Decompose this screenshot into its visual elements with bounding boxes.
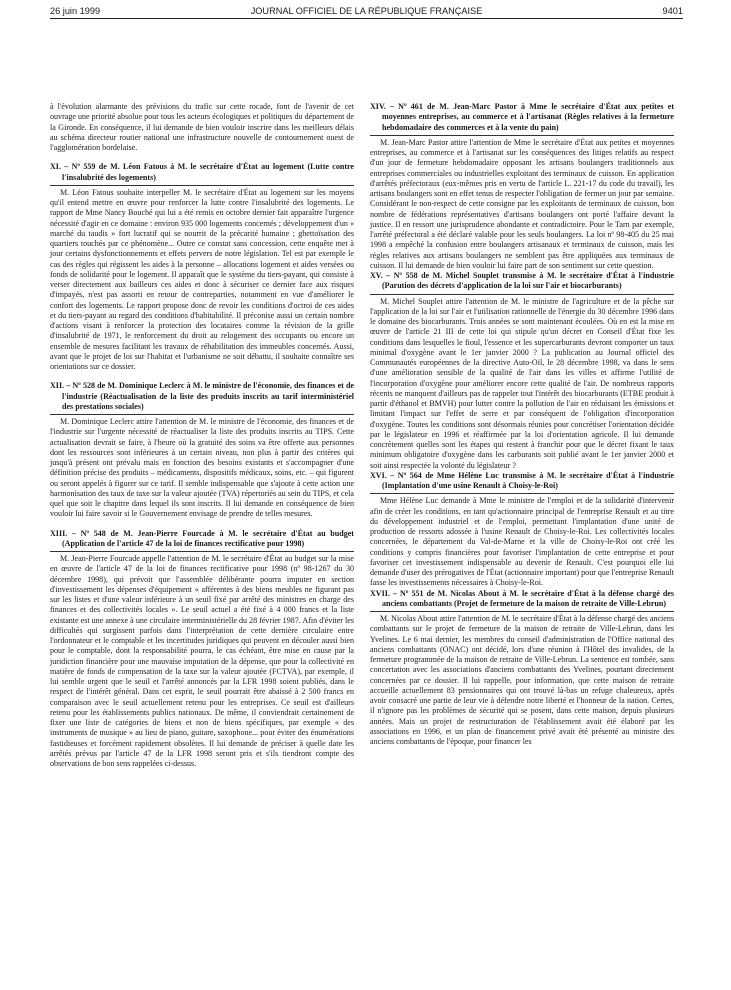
question-body: M. Dominique Leclerc attire l'attention de M. le ministre de l'économie, des finances et de l'industrie sur l'urgente nécessité de réactualiser la liste des produits inscrits au TIPS. Cette actualisation devrait se faire, à l'heure où la gratuité des soins va être offerte aux personnes dont les ressources sont inférieures à un certain niveau, non plus à partir des critères qui jusqu'à présent ont prévalu mais en fonction des besoins existants et s'accompagner d'une définition précise des produits – médicaments, dispositifs médicaux, soins, etc. – qui figurent ou seront appelés à figurer sur ce tarif. Il semble indispensable que s'ajoute à cette action une harmonisation des taux de taxe sur la valeur ajoutée (TVA) répertoriés au sein du TIPS, et cela quel que soit le chapitre dans lequel ils sont inscrits. Il lui demande en conséquence de bien vouloir lui faire savoir si le Gouvernement envisage de prendre de telles mesures. [50, 417, 354, 519]
question-body: M. Nicolas About attire l'attention de M. le secrétaire d'État à la défense chargé des anciens combattants sur le projet de fermeture de la maison de retraite de Ville-Lebrun, dans les Yvelines. Le 6 mai dernier, les membres du conseil d'administration de l'Office national des anciens combattants (ONAC) ont décidé, lors d'une réunion à l'Hôtel des invalides, de la fermeture programmée de la maison de retraite de Ville-Lebrun. La sentence est tombée, sans concertation avec les associations d'anciens combattants des Yvelines, pourtant directement concernées par ce dossier. Il lui rappelle, pour information, que cette maison de retraite accueille actuellement 83 pensionnaires qui ont trouvé là-bas un refuge chaleureux, après avoir consacré une partie de leur vie à défendre notre liberté et l'honneur de la nation. Certes, il n'ignore pas les problèmes de sécurité qui se posent, dans cette maison, depuis plusieurs années. Mais un projet de restructuration de l'établissement avait été élaboré par les associations en 1996, et un plan de financement privé avait été présenté au ministre des anciens combattants de l'époque, pour financer les [370, 614, 674, 746]
question-body: Mme Hélène Luc demande à Mme le ministre de l'emploi et de la solidarité d'intervenir afin de créer les conditions, en tant qu'actionnaire principal de l'entreprise Renault et au titre du développement industriel et de l'emploi, permettant l'implantation d'une unité de production de ressorts adossée à l'usine Renault de Choisy-le-Roi. Les collectivités locales concernées, le département du Val-de-Marne et la ville de Choisy-le-Roi ont créé les conditions y compris financières pour favoriser l'implantation de cette entreprise et pour favoriser cet investissement indispensable au devenir de Renault. C'est pourquoi elle lui demande d'user des prérogatives de l'État (actionnaire important) pour que l'entreprise Renault fasse les investissements nécessaires à Choisy-le-Roi. [370, 496, 674, 588]
header-rule [50, 18, 683, 19]
question-body: M. Jean-Pierre Fourcade appelle l'attention de M. le secrétaire d'État au budget sur la mise en œuvre de l'article 47 de la loi de finances rectificative pour 1998 (nº 98-1267 du 30 décembre 1998), qui prévoit que l'assemblée délibérante pourra imputer en section d'investissement les dépenses d'équipement « afférentes à des biens meubles ne figurant pas sur les listes et d'une valeur inférieure à un seuil fixé par arrêté des ministres en charge des finances et des collectivités locales ». Le seuil actuel a été fixé à 4 000 francs et la liste existante est une annexe à une circulaire interministérielle du 28 février 1987. Afin d'éviter les difficultés qui surgissent parfois dans l'interprétation de cette dernière circulaire entre l'ordonnateur et le comptable et les incertitudes juridiques qui peuvent en découler aussi bien pour le comptable, dont la responsabilité pourra, le cas échéant, être mise en cause par la juridiction financière pour une mauvaise imputation de la dépense, que pour la collectivité en matière de fonds de compensation de la taxe sur la valeur ajoutée (FCTVA), par exemple, il lui semble urgent que le seuil et l'arrêté annoncés par la LFR 1998 soient publiés, dans le respect de l'intérêt général. Dans cet esprit, le seuil pourrait être abaissé à 2 500 francs en comparaison avec le seuil actuellement retenu pour les entreprises. Ce seuil est d'ailleurs retenu pour les établissements publics nationaux. De même, il conviendrait certainement de fixer une liste de catégories de biens et non de biens spécifiques, par exemple « des instruments de musique » au lieu de piano, guitare, saxophone... pour éviter des énumérations fastidieuses et forcément rapidement obsolètes. Il lui demande de préciser à quelle date les arrêtés prévus par l'article 47 de la LFR 1998 seront pris et s'ils tiendront compte des observations de bon sens rappelées ci-dessus. [50, 554, 354, 768]
question-heading: XIII. – Nº 548 de M. Jean-Pierre Fourcade à M. le secrétaire d'État au budget (Application de l'article 47 de la loi de finances rectificative pour 1998) [50, 529, 354, 553]
question-heading: XIV. – Nº 461 de M. Jean-Marc Pastor à Mme le secrétaire d'État aux petites et moyennes entreprises, au commerce et à l'artisanat (Règles relatives à la fermeture hebdomadaire des commerces et à la vente du pain) [370, 102, 674, 136]
question-564 [370, 471, 674, 589]
question-558 [370, 271, 674, 471]
journal-title: JOURNAL OFFICIEL DE LA RÉPUBLIQUE FRANÇAISE [250, 6, 483, 16]
question-559 [50, 162, 354, 372]
question-body: M. Jean-Marc Pastor attire l'attention de Mme le secrétaire d'État aux petites et moyennes entreprises, au commerce et à l'artisanat sur les conséquences des litiges relatifs au respect d'un jour de fermeture hebdomadaire opposant les artisans boulangers traditionnels aux entreprises commerciales ou industrielles exploitant des terminaux de cuisson. En application d'arrêtés préfectoraux (eux-mêmes pris en vertu de l'article L. 221-17 du code du travail), les artisans boulangers sont en effet tenus de respecter l'obligation de fermer un jour par semaine. Considérant le non-respect de cette consigne par les exploitants de terminaux de cuisson, bon nombre de fédérations représentatives d'artisans boulangers ont porté l'affaire devant la justice. Il en ressort une jurisprudence abondante et contradictoire. Pour le Tarn par exemple, l'arrêté préfectoral a été déclaré valable pour les seuls boulangers. La loi nº 98-405 du 25 mai 1998 a empêché la confusion entre boulangers artisanaux et terminaux de cuisson, mais les règles relatives aux artisans boulangers ne semblent pas être appliquées aux terminaux de cuisson. Il lui demande de bien vouloir lui faire part de son sentiment sur cette question. [370, 137, 674, 270]
question-461 [370, 102, 674, 271]
question-body: M. Michel Souplet attire l'attention de M. le ministre de l'agriculture et de la pêche sur l'application de la loi sur l'air et l'utilisation rationnelle de l'énergie du 30 décembre 1996 dans le domaine des biocarburants. Trois années se sont maintenant écoulées. Où en est la mise en œuvre de l'article 21 III de cette loi qui stipule qu'un décret en Conseil d'État fixe les conditions dans lesquelles le fioul, l'essence et les supercarburants devront comporter un taux minimal d'oxygène avant le 1er janvier 2000 ? La publication au Journal officiel des Communautés européennes de la directive Auto-Oil, le 28 décembre 1998, va dans le sens d'une amélioration sensible de la qualité de l'air dans les villes et affirme l'utilité de l'incorporation d'oxygène pour améliorer encore cette qualité de l'air. De nombreux rapports récents ne manquent d'ailleurs pas de rappeler tout l'intérêt des biocarburants (ETBE produit à partir d'éthanol et BMVH) pour lutter contre la pollution de l'air en réduisant les émissions et limitant l'impact sur l'effet de serre et par conséquent de l'obligation d'incorporation d'oxygène. Toutes les conditions sont désormais réunies pour concrétiser l'orientation décidée par le législateur en 1996 et réaffirmée par la loi d'orientation agricole. Il lui demande concrètement quelles sont les étapes qui restent à franchir pour que le décret fixant le taux minimum obligatoire d'oxygène dans les carburants soit publié avant le 1er janvier 2000 et soit ainsi respectée la volonté du législateur ? [370, 296, 674, 470]
question-heading: XVII. – Nº 551 de M. Nicolas About à M. le secrétaire d'État à la défense chargé des anciens combattants (Projet de fermeture de la maison de retraite de Ville-Lebrun) [370, 589, 674, 613]
right-column [370, 102, 674, 747]
question-528 [50, 381, 354, 519]
page-number: 9401 [662, 6, 683, 16]
intro-paragraph: à l'évolution alarmante des prévisions du trafic sur cette rocade, font de l'avenir de cet ouvrage une priorité absolue pour tous les acteurs écologiques et politiques du département de la Gironde. En conséquence, il lui demande de bien vouloir inscrire dans les meilleurs délais au schéma directeur routier national une infrastructure nouvelle de contournement ouest de l'agglomération bordelaise. [50, 102, 354, 152]
question-heading: XII. – Nº 528 de M. Dominique Leclerc à M. le ministre de l'économie, des finances et de l'industrie (Réactualisation de la liste des produits inscrits au tarif interministériel des prestations sociales) [50, 381, 354, 415]
question-551 [370, 589, 674, 748]
question-heading: XI. – Nº 559 de M. Léon Fatous à M. le secrétaire d'État au logement (Lutte contre l'insalubrité des logements) [50, 162, 354, 186]
left-column [50, 102, 354, 769]
question-body: M. Léon Fatous souhaite interpeller M. le secrétaire d'État au logement sur les moyens qu'il entend mettre en œuvre pour renforcer la lutte contre l'insalubrité des logements. Le rapport de Mme Nancy Bouché qui lui a été remis en octobre dernier fait apparaître l'urgence nécessité d'agir en ce domaine : environ 935 000 logements concernés ; développement d'un « marché du taudis » fort lucratif qui se nourrit de la précarité humaine ; ghettoïsation des quartiers touchés par ce phénomène... Outre ce constat sans concession, cette enquête met à jour certains dysfonctionnements et effets pervers de notre législation. Tel est par exemple le cas des règles qui régissent les aides à la personne – allocations logement et aides versées ou fonds de solidarité pour le logement. Il apparaît que le système du tiers-payant, qui consiste à verser directement aux bailleurs ces aides et donc à sécuriser ce dernier face aux risques d'impayés, n'est pas assorti en retour de contreparties, notamment en vue d'améliorer le confort des logements. Le rapport propose donc de revoir les conditions d'octroi de ces aides et du tiers-payant au regard des conditions d'habitabilité. Il préconise aussi un certain nombre d'actions visant à renforcer la protection des locataires comme la révision de la grille d'insalubrité de 1971, le renforcement du droit au relogement des occupants ou encore un ensemble de mesures facilitant les travaux de réhabilitation des immeubles concernés. Aussi, avant que le projet de loi sur l'habitat et l'urbanisme ne soit débattu, il souhaite connaître ses orientations sur ce dossier. [50, 187, 354, 371]
question-heading: XVI. – Nº 564 de Mme Hélène Luc transmise à M. le secrétaire d'État à l'industrie (Implantation d'une usine Renault à Choisy-le-Roi) [370, 471, 674, 495]
page-header [50, 6, 683, 18]
question-heading: XV. – Nº 558 de M. Michel Souplet transmise à M. le secrétaire d'État à l'industrie (Parution des décrets d'application de la loi sur l'air et biocarburants) [370, 271, 674, 295]
question-548 [50, 529, 354, 770]
header-date: 26 juin 1999 [50, 6, 101, 16]
